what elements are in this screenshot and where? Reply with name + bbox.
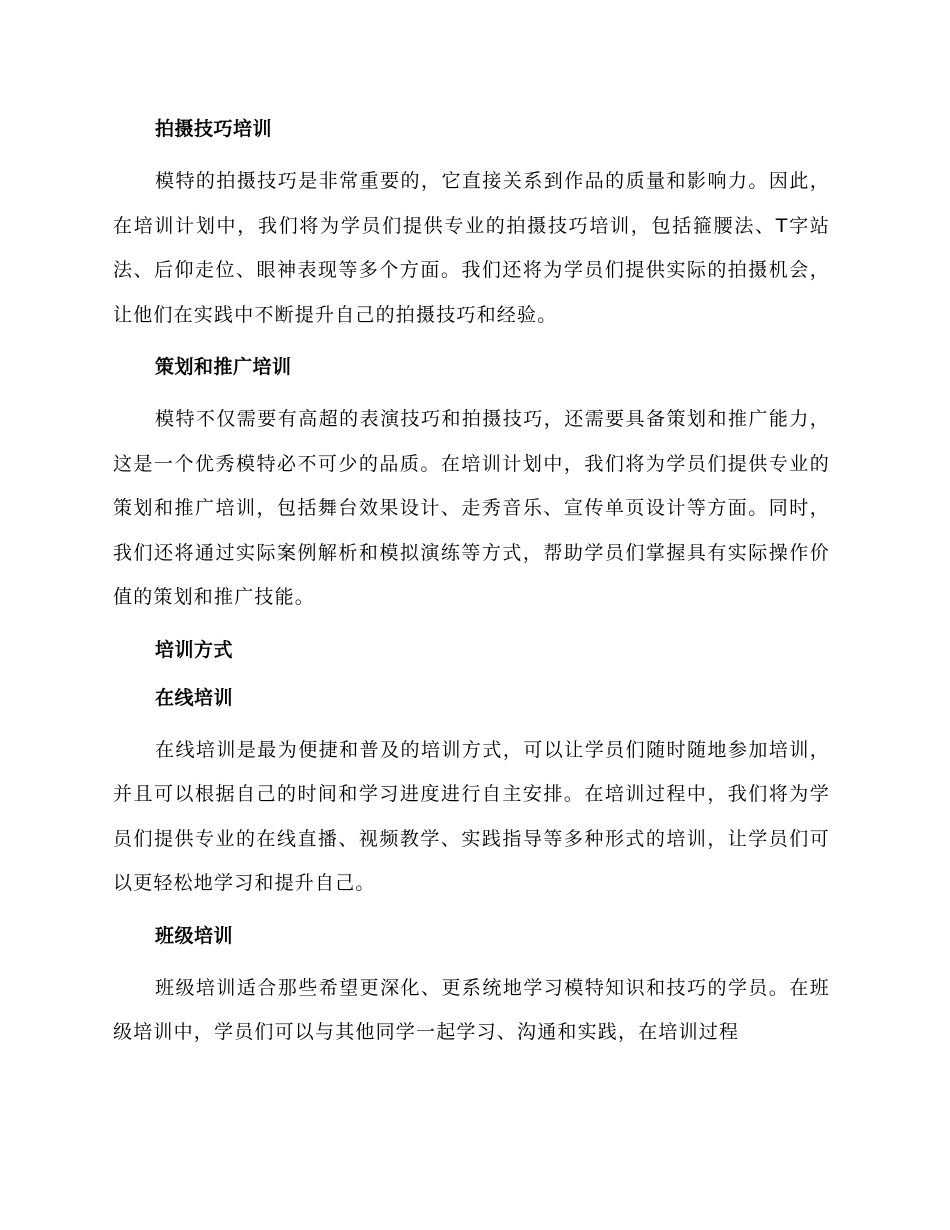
document-body bbox=[113, 111, 830, 1055]
heading-class-training: 班级培训 bbox=[155, 924, 234, 947]
paragraph-shooting-skills: 模特的拍摄技巧是非常重要的，它直接关系到作品的质量和影响力。因此，在培训计划中，我们将为学员们提供专业的拍摄技巧培训，包括箍腰法、T字站法、后仰走位、眼神表现等多个方面。我们还将为学员们提供实际的拍摄机会，让他们在实践中不断提升自己的拍摄技巧和经验。 bbox=[113, 170, 830, 326]
paragraph-online-training: 在线培训是最为便捷和普及的培训方式，可以让学员们随时随地参加培训，并且可以根据自己的时间和学习进度进行自主安排。在培训过程中，我们将为学员们提供专业的在线直播、视频教学、实践指导等多种形式的培训，让学员们可以更轻松地学习和提升自己。 bbox=[113, 738, 830, 894]
heading-online-training: 在线培训 bbox=[155, 686, 234, 709]
paragraph-planning-promotion: 模特不仅需要有高超的表演技巧和拍摄技巧，还需要具备策划和推广能力，这是一个优秀模特必不可少的品质。在培训计划中，我们将为学员们提供专业的策划和推广培训，包括舞台效果设计、走秀音乐、宣传单页设计等方面。同时，我们还将通过实际案例解析和模拟演练等方式，帮助学员们掌握具有实际操作价值的策划和推广技能。 bbox=[113, 408, 830, 608]
paragraph-class-training: 班级培训适合那些希望更深化、更系统地学习模特知识和技巧的学员。在班级培训中，学员们可以与其他同学一起学习、沟通和实践，在培训过程 bbox=[113, 976, 830, 1043]
heading-training-methods: 培训方式 bbox=[155, 638, 234, 661]
heading-shooting-skills: 拍摄技巧培训 bbox=[155, 118, 273, 140]
heading-planning-promotion: 策划和推广培训 bbox=[155, 356, 292, 378]
